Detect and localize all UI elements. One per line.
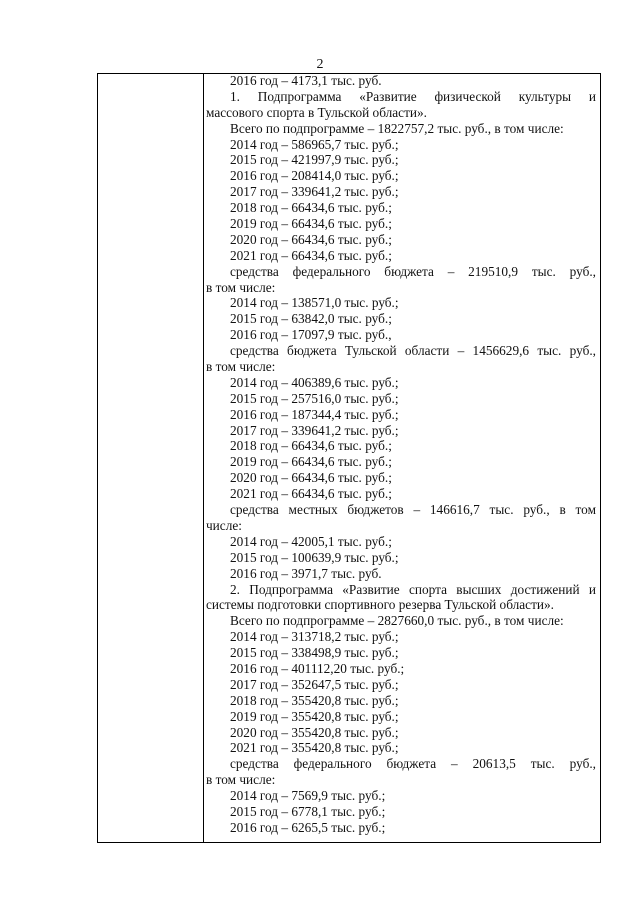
text-line: 2015 год – 63842,0 тыс. руб.; bbox=[230, 311, 392, 327]
text-line: 2016 год – 401112,20 тыс. руб.; bbox=[230, 660, 405, 676]
text-line: 2018 год – 66434,6 тыс. руб.; bbox=[230, 438, 392, 454]
text-line: 2019 год – 66434,6 тыс. руб.; bbox=[230, 454, 392, 470]
text-line: 2016 год – 3971,7 тыс. руб. bbox=[230, 565, 382, 581]
text-line: 2018 год – 355420,8 тыс. руб.; bbox=[230, 692, 399, 708]
text-line: 2014 год – 42005,1 тыс. руб.; bbox=[230, 533, 392, 549]
text-line: 2015 год – 100639,9 тыс. руб.; bbox=[230, 549, 399, 565]
text-line: 2019 год – 355420,8 тыс. руб.; bbox=[230, 708, 399, 724]
text-line: в том числе: bbox=[206, 772, 276, 788]
text-line: 2017 год – 352647,5 тыс. руб.; bbox=[230, 676, 399, 692]
text-line: 2017 год – 339641,2 тыс. руб.; bbox=[230, 422, 399, 438]
text-line: 2015 год – 421997,9 тыс. руб.; bbox=[230, 152, 399, 168]
text-line: 2020 год – 66434,6 тыс. руб.; bbox=[230, 470, 392, 486]
text-line: средства федерального бюджета – 20613,5 тыс. руб., bbox=[230, 756, 596, 772]
text-line: в том числе: bbox=[206, 279, 276, 295]
text-line: 2019 год – 66434,6 тыс. руб.; bbox=[230, 216, 392, 232]
text-line: массового спорта в Тульской области». bbox=[206, 104, 427, 120]
text-line: 2014 год – 406389,6 тыс. руб.; bbox=[230, 374, 399, 390]
text-line: 2014 год – 138571,0 тыс. руб.; bbox=[230, 295, 399, 311]
text-line: 2016 год – 4173,1 тыс. руб. bbox=[230, 73, 382, 88]
text-line: системы подготовки спортивного резерва Тульской области». bbox=[206, 597, 554, 613]
text-line: 2015 год – 338498,9 тыс. руб.; bbox=[230, 645, 399, 661]
text-line: 2014 год – 7569,9 тыс. руб.; bbox=[230, 788, 386, 804]
text-line: 2016 год – 17097,9 тыс. руб., bbox=[230, 327, 392, 343]
text-line: средства федерального бюджета – 219510,9 тыс. руб., bbox=[230, 263, 596, 279]
table-column-divider bbox=[203, 73, 204, 843]
text-line: 2021 год – 66434,6 тыс. руб.; bbox=[230, 486, 392, 502]
text-line: 2021 год – 355420,8 тыс. руб.; bbox=[230, 740, 399, 756]
text-line: 2015 год – 257516,0 тыс. руб.; bbox=[230, 390, 399, 406]
text-line: 2020 год – 66434,6 тыс. руб.; bbox=[230, 231, 392, 247]
page-number: 2 bbox=[316, 57, 324, 72]
table-right-cell bbox=[206, 73, 596, 836]
text-line: средства местных бюджетов – 146616,7 тыс. руб., в том bbox=[230, 502, 596, 518]
text-line: Всего по подпрограмме – 2827660,0 тыс. руб., в том числе: bbox=[230, 613, 564, 629]
text-line: в том числе: bbox=[206, 359, 276, 375]
text-line: 1. Подпрограмма «Развитие физической культуры и bbox=[230, 88, 596, 104]
text-line: числе: bbox=[206, 517, 242, 533]
text-line: 2015 год – 6778,1 тыс. руб.; bbox=[230, 803, 386, 819]
text-line: 2016 год – 187344,4 тыс. руб.; bbox=[230, 406, 399, 422]
text-line: 2016 год – 208414,0 тыс. руб.; bbox=[230, 168, 399, 184]
text-line: 2014 год – 586965,7 тыс. руб.; bbox=[230, 136, 399, 152]
text-line: 2018 год – 66434,6 тыс. руб.; bbox=[230, 200, 392, 216]
text-line: 2020 год – 355420,8 тыс. руб.; bbox=[230, 724, 399, 740]
text-line: 2021 год – 66434,6 тыс. руб.; bbox=[230, 247, 392, 263]
text-line: средства бюджета Тульской области – 1456629,6 тыс. руб., bbox=[230, 343, 596, 359]
text-line: Всего по подпрограмме – 1822757,2 тыс. руб., в том числе: bbox=[230, 120, 564, 136]
text-line: 2. Подпрограмма «Развитие спорта высших достижений и bbox=[230, 581, 596, 597]
text-line: 2014 год – 313718,2 тыс. руб.; bbox=[230, 629, 399, 645]
text-line: 2017 год – 339641,2 тыс. руб.; bbox=[230, 184, 399, 200]
text-line: 2016 год – 6265,5 тыс. руб.; bbox=[230, 819, 386, 835]
